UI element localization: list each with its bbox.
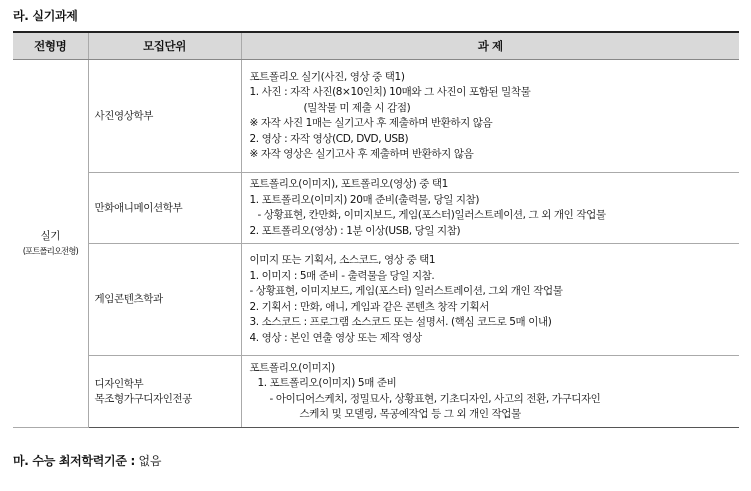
recruit-unit-cell xyxy=(88,244,241,356)
admission-type-name: 실기 xyxy=(40,229,60,242)
section-title: 라. 실기과제 xyxy=(13,9,78,23)
task-line: 이미지 또는 기획서, 소스코드, 영상 중 택1 xyxy=(249,254,436,266)
task-line: ※ 자작 사진 1매는 실기고사 후 제출하며 반환하지 않음 xyxy=(249,117,493,129)
task-line: 포트폴리오(이미지), 포트폴리오(영상) 중 택1 xyxy=(249,178,448,190)
task-line: 1. 포트폴리오(이미지) 5매 준비 xyxy=(257,377,397,389)
task-line: 2. 포트폴리오(영상) : 1분 이상(USB, 당일 지참) xyxy=(249,224,461,237)
recruit-unit-cell xyxy=(88,356,241,428)
recruit-unit-cell xyxy=(88,60,241,173)
task-line: ※ 자작 영상은 실기고사 후 제출하며 반환하지 않음 xyxy=(249,148,474,160)
recruit-unit-name: 만화애니메이션학부 xyxy=(94,201,183,214)
min-score-value: 없음 xyxy=(138,454,162,468)
recruit-unit-name: 사진영상학부 xyxy=(94,109,153,122)
task-line: - 상황표현, 칸만화, 이미지보드, 게임(포스터)일러스트레이션, 그 외 개인 작업물 xyxy=(257,209,606,221)
header-task: 과 제 xyxy=(241,32,739,60)
task-line: (밀착물 미 제출 시 감점) xyxy=(303,101,411,114)
header-admission-type: 전형명 xyxy=(13,32,88,60)
task-cell xyxy=(241,60,739,173)
table-row xyxy=(13,60,739,173)
task-line: - 아이디어스케치, 정밀묘사, 상황표현, 기초디자인, 사고의 전환, 가구디자인 xyxy=(269,392,601,405)
task-cell xyxy=(241,356,739,428)
task-line: 2. 기획서 : 만화, 애니, 게임과 같은 콘텐츠 창작 기획서 xyxy=(249,300,490,313)
task-line: 포트폴리오(이미지) xyxy=(249,361,335,374)
task-line: 포트폴리오 실기(사진, 영상 중 택1) xyxy=(249,70,405,83)
task-line: 2. 영상 : 자작 영상(CD, DVD, USB) xyxy=(249,132,409,145)
table-row xyxy=(13,356,739,428)
min-score-label: 마. 수능 최저학력기준 : xyxy=(13,454,136,468)
task-line: - 상황표현, 이미지보드, 게임(포스터) 일러스트레이션, 그외 개인 작업물 xyxy=(249,285,563,297)
table-header-row xyxy=(13,32,739,60)
table-row xyxy=(13,173,739,244)
task-cell xyxy=(241,244,739,356)
task-line: 1. 포트폴리오(이미지) 20매 준비(출력물, 당일 지참) xyxy=(249,193,480,206)
recruit-unit-name: 디자인학부 xyxy=(94,377,144,390)
recruit-unit-cell xyxy=(88,173,241,244)
task-cell xyxy=(241,173,739,244)
practical-task-table xyxy=(13,31,739,428)
table-row xyxy=(13,244,739,356)
header-recruit-unit: 모집단위 xyxy=(88,32,241,60)
task-line: 3. 소스코드 : 프로그램 소스코드 또는 설명서. (핵심 코드로 5매 이내) xyxy=(249,316,552,328)
table-body xyxy=(13,60,739,428)
min-score-criteria xyxy=(13,452,161,469)
task-line: 4. 영상 : 본인 연출 영상 또는 제작 영상 xyxy=(249,331,422,344)
task-line: 1. 이미지 : 5매 준비 - 출력물을 당일 지참. xyxy=(249,269,435,282)
admission-type-subname: (포트폴리오전형) xyxy=(22,246,78,257)
recruit-unit-name: 목조형가구디자인전공 xyxy=(94,392,192,405)
recruit-unit-name: 게임콘텐츠학과 xyxy=(94,293,163,305)
task-line: 1. 사진 : 자작 사진(8×10인치) 10매와 그 사진이 포함된 밀착물 xyxy=(249,86,531,98)
admission-type-cell xyxy=(13,60,88,428)
task-line: 스케치 및 모델링, 목공예작업 등 그 외 개인 작업물 xyxy=(299,408,521,420)
